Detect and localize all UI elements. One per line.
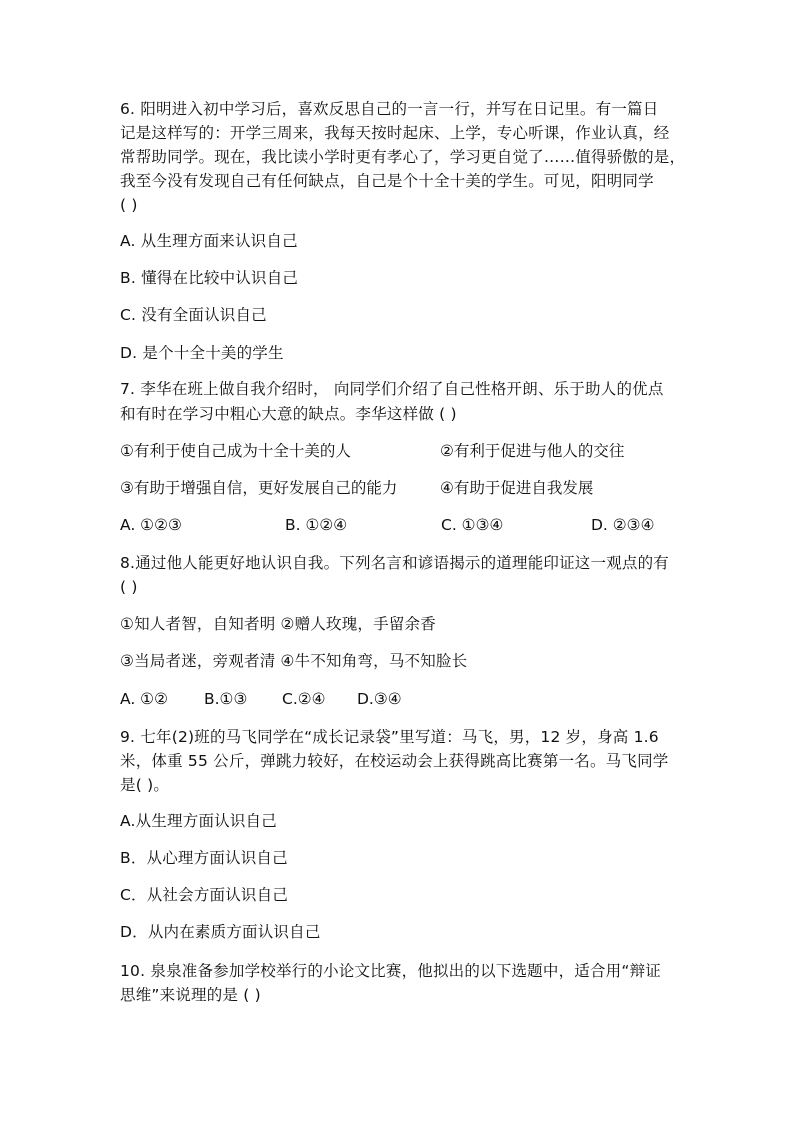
- question-9-option-c: C．从社会方面认识自己: [120, 886, 289, 904]
- question-6-line-1: 6. 阳明进入初中学习后，喜欢反思自己的一言一行，并写在日记里。有一篇日: [120, 100, 659, 118]
- question-6-answer-blank: ( ): [120, 196, 138, 214]
- question-9-line-3: 是( )。: [120, 776, 170, 794]
- question-8-option-b: B.①③: [204, 690, 248, 708]
- question-9-line-1: 9. 七年(2)班的马飞同学在“成长记录袋”里写道：马飞，男，12 岁，身高 1.6: [120, 728, 659, 746]
- question-7-line-2: 和有时在学习中粗心大意的缺点。李华这样做 ( ): [120, 405, 457, 423]
- question-6-option-c: C. 没有全面认识自己: [120, 306, 267, 324]
- question-7-option-b: B. ①②④: [285, 516, 348, 534]
- question-10-line-1: 10. 泉泉准备参加学校举行的小论文比赛，他拟出的以下选题中，适合用“辩证: [120, 962, 662, 980]
- question-9-option-a: A.从生理方面认识自己: [120, 812, 277, 830]
- question-9-line-2: 米，体重 55 公斤，弹跳力较好，在校运动会上获得跳高比赛第一名。马飞同学: [120, 752, 669, 770]
- question-7-option-c: C. ①③④: [441, 516, 504, 534]
- question-8-statement-row-2: ③当局者迷，旁观者清 ④牛不知角弯，马不知脸长: [120, 652, 468, 670]
- question-7-option-a: A. ①②③: [120, 516, 182, 534]
- question-7-line-1: 7. 李华在班上做自我介绍时， 向同学们介绍了自己性格开朗、乐于助人的优点: [120, 380, 664, 398]
- question-7-option-d: D. ②③④: [591, 516, 655, 534]
- question-9-option-b: B．从心理方面认识自己: [120, 849, 288, 867]
- question-6-line-3: 常帮助同学。现在，我比读小学时更有孝心了，学习更自觉了……值得骄傲的是，: [120, 148, 686, 166]
- question-8-answer-blank: ( ): [120, 578, 138, 596]
- question-9-option-d: D．从内在素质方面认识自己: [120, 923, 321, 941]
- question-8-statement-row-1: ①知人者智，自知者明 ②赠人玫瑰，手留余香: [120, 615, 436, 633]
- question-6-option-b: B. 懂得在比较中认识自己: [120, 269, 299, 287]
- question-8-line-1: 8.通过他人能更好地认识自我。下列名言和谚语揭示的道理能印证这一观点的有: [120, 554, 669, 572]
- question-7-statement-1: ①有利于使自己成为十全十美的人: [120, 442, 351, 460]
- question-10-line-2: 思维”来说理的是 ( ): [120, 986, 261, 1004]
- question-8-option-d: D.③④: [357, 690, 402, 708]
- question-7-statement-3: ③有助于增强自信，更好发展自己的能力: [120, 479, 398, 497]
- question-7-statement-2: ②有利于促进与他人的交往: [440, 442, 625, 460]
- question-8-option-c: C.②④: [282, 690, 326, 708]
- question-6-option-a: A. 从生理方面来认识自己: [120, 232, 298, 250]
- question-7-statement-4: ④有助于促进自我发展: [440, 479, 594, 497]
- question-6-option-d: D. 是个十全十美的学生: [120, 344, 284, 362]
- question-6-line-4: 我至今没有发现自己有任何缺点，自己是个十全十美的学生。可见，阳明同学: [120, 172, 654, 190]
- question-6-line-2: 记是这样写的：开学三周来，我每天按时起床、上学，专心听课，作业认真，经: [120, 124, 670, 142]
- question-8-option-a: A. ①②: [120, 690, 168, 708]
